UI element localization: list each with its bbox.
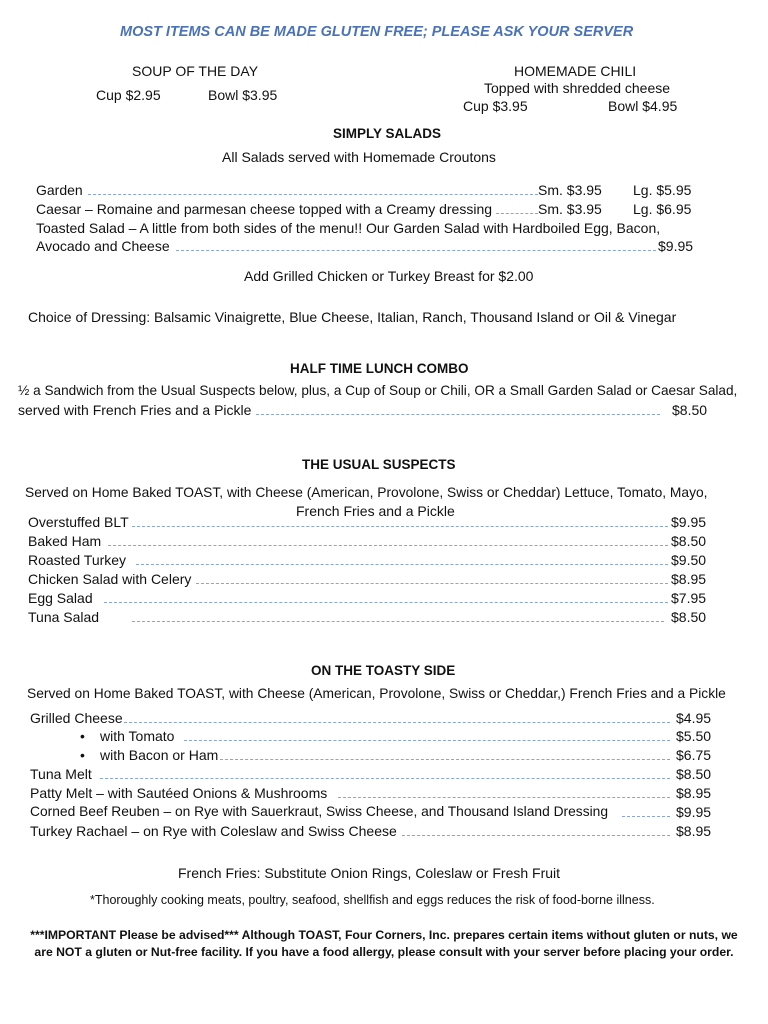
food-safety-advisory: *Thoroughly cooking meats, poultry, seafood, shellfish and eggs reduces the risk of food-borne illness. [90,893,655,907]
toasted-salad-line2: Avocado and Cheese [36,238,170,254]
suspect-item-name: Tuna Salad [28,609,100,625]
salad-addon: Add Grilled Chicken or Turkey Breast for $2.00 [244,268,534,284]
toasty-item-name: Corned Beef Reuben – on Rye with Sauerkraut, Swiss Cheese, and Thousand Island Dressing [30,804,609,819]
leader-dots [338,797,670,798]
leader-dots [496,213,538,214]
chili-bowl-price: Bowl $4.95 [608,98,678,114]
soup-bowl-price: Bowl $3.95 [208,87,278,103]
garden-salad-name: Garden [36,182,83,198]
toasty-item-price: $8.95 [676,823,712,839]
toasty-item-name: Patty Melt – with Sautéed Onions & Mushrooms [30,785,328,801]
toasty-item-price: $5.50 [676,728,712,744]
allergy-notice-line2: are NOT a gluten or Nut-free facility. If you have a food allergy, please consult with your server before placing your order. [34,945,734,959]
leader-dots [176,250,656,251]
toasty-item-name: Tuna Melt [30,766,92,782]
toasty-item-name: Turkey Rachael – on Rye with Coleslaw and Swiss Cheese [30,823,397,839]
suspect-item-name: Overstuffed BLT [28,514,129,530]
combo-description-line2: served with French Fries and a Pickle [18,402,252,418]
leader-dots [124,722,670,723]
toasty-description: Served on Home Baked TOAST, with Cheese (American, Provolone, Swiss or Cheddar,) French Fries and a Pickle [27,686,726,701]
toasty-title: ON THE TOASTY SIDE [311,663,456,678]
suspects-title: THE USUAL SUSPECTS [302,457,456,472]
toasty-item-price: $8.50 [676,766,712,782]
toasty-item-price: $4.95 [676,710,712,726]
leader-dots [622,816,670,817]
garden-salad-large-price: Lg. $5.95 [633,182,692,198]
suspect-item-name: Roasted Turkey [28,552,127,568]
caesar-salad-large-price: Lg. $6.95 [633,201,692,217]
leader-dots [132,526,668,527]
suspect-item-price: $7.95 [671,590,707,606]
toasted-salad-price: $9.95 [658,238,694,254]
leader-dots [88,194,538,195]
suspect-item-price: $8.50 [671,533,707,549]
allergy-notice-line1: ***IMPORTANT Please be advised*** Although TOAST, Four Corners, Inc. prepares certain items without gluten or nuts, we [30,928,738,942]
chili-title: HOMEMADE CHILI [514,63,637,79]
leader-dots [108,545,668,546]
suspect-item-name: Egg Salad [28,590,93,606]
bullet: • [80,747,85,763]
leader-dots [132,621,664,622]
chili-description: Topped with shredded cheese [484,80,671,96]
combo-title: HALF TIME LUNCH COMBO [290,361,469,376]
combo-price: $8.50 [672,402,708,418]
suspect-item-name: Chicken Salad with Celery [28,571,192,587]
suspect-item-price: $9.95 [671,514,707,530]
leader-dots [196,583,668,584]
suspect-item-name: Baked Ham [28,533,102,549]
leader-dots [136,564,668,565]
caesar-salad-small-price: Sm. $3.95 [538,201,602,217]
suspects-description-line1: Served on Home Baked TOAST, with Cheese (American, Provolone, Swiss or Cheddar) Lettuce, Tomato, Mayo, [25,485,708,500]
combo-description-line1: ½ a Sandwich from the Usual Suspects below, plus, a Cup of Soup or Chili, OR a Small Garden Salad or Caesar Salad, [18,383,738,398]
toasted-salad-line1: Toasted Salad – A little from both sides of the menu!! Our Garden Salad with Hardboiled Egg, Bacon, [36,220,661,236]
leader-dots [184,740,670,741]
dressing-choices: Choice of Dressing: Balsamic Vinaigrette, Blue Cheese, Italian, Ranch, Thousand Island or Oil & Vinegar [28,309,677,325]
suspect-item-price: $8.50 [671,609,707,625]
leader-dots [402,835,670,836]
soup-title: SOUP OF THE DAY [132,63,259,79]
bullet: • [80,728,85,744]
toasty-item-name: with Tomato [100,728,175,744]
suspect-item-price: $9.50 [671,552,707,568]
fries-substitution-note: French Fries: Substitute Onion Rings, Coleslaw or Fresh Fruit [178,865,561,881]
salads-title: SIMPLY SALADS [333,126,442,141]
toasty-item-price: $8.95 [676,785,712,801]
gluten-free-banner: MOST ITEMS CAN BE MADE GLUTEN FREE; PLEASE ASK YOUR SERVER [120,24,634,40]
salads-subtitle: All Salads served with Homemade Croutons [222,149,496,165]
suspects-description-line2: French Fries and a Pickle [296,503,455,519]
leader-dots [256,414,660,415]
soup-cup-price: Cup $2.95 [96,87,161,103]
leader-dots [220,759,670,760]
toasty-item-price: $9.95 [676,804,712,820]
suspect-item-price: $8.95 [671,571,707,587]
caesar-salad-name: Caesar – Romaine and parmesan cheese topped with a Creamy dressing [36,201,493,217]
leader-dots [104,602,668,603]
toasty-item-name: with Bacon or Ham [100,747,219,763]
chili-cup-price: Cup $3.95 [463,98,528,114]
toasty-item-price: $6.75 [676,747,712,763]
toasty-item-name: Grilled Cheese [30,710,123,726]
leader-dots [100,778,670,779]
garden-salad-small-price: Sm. $3.95 [538,182,602,198]
